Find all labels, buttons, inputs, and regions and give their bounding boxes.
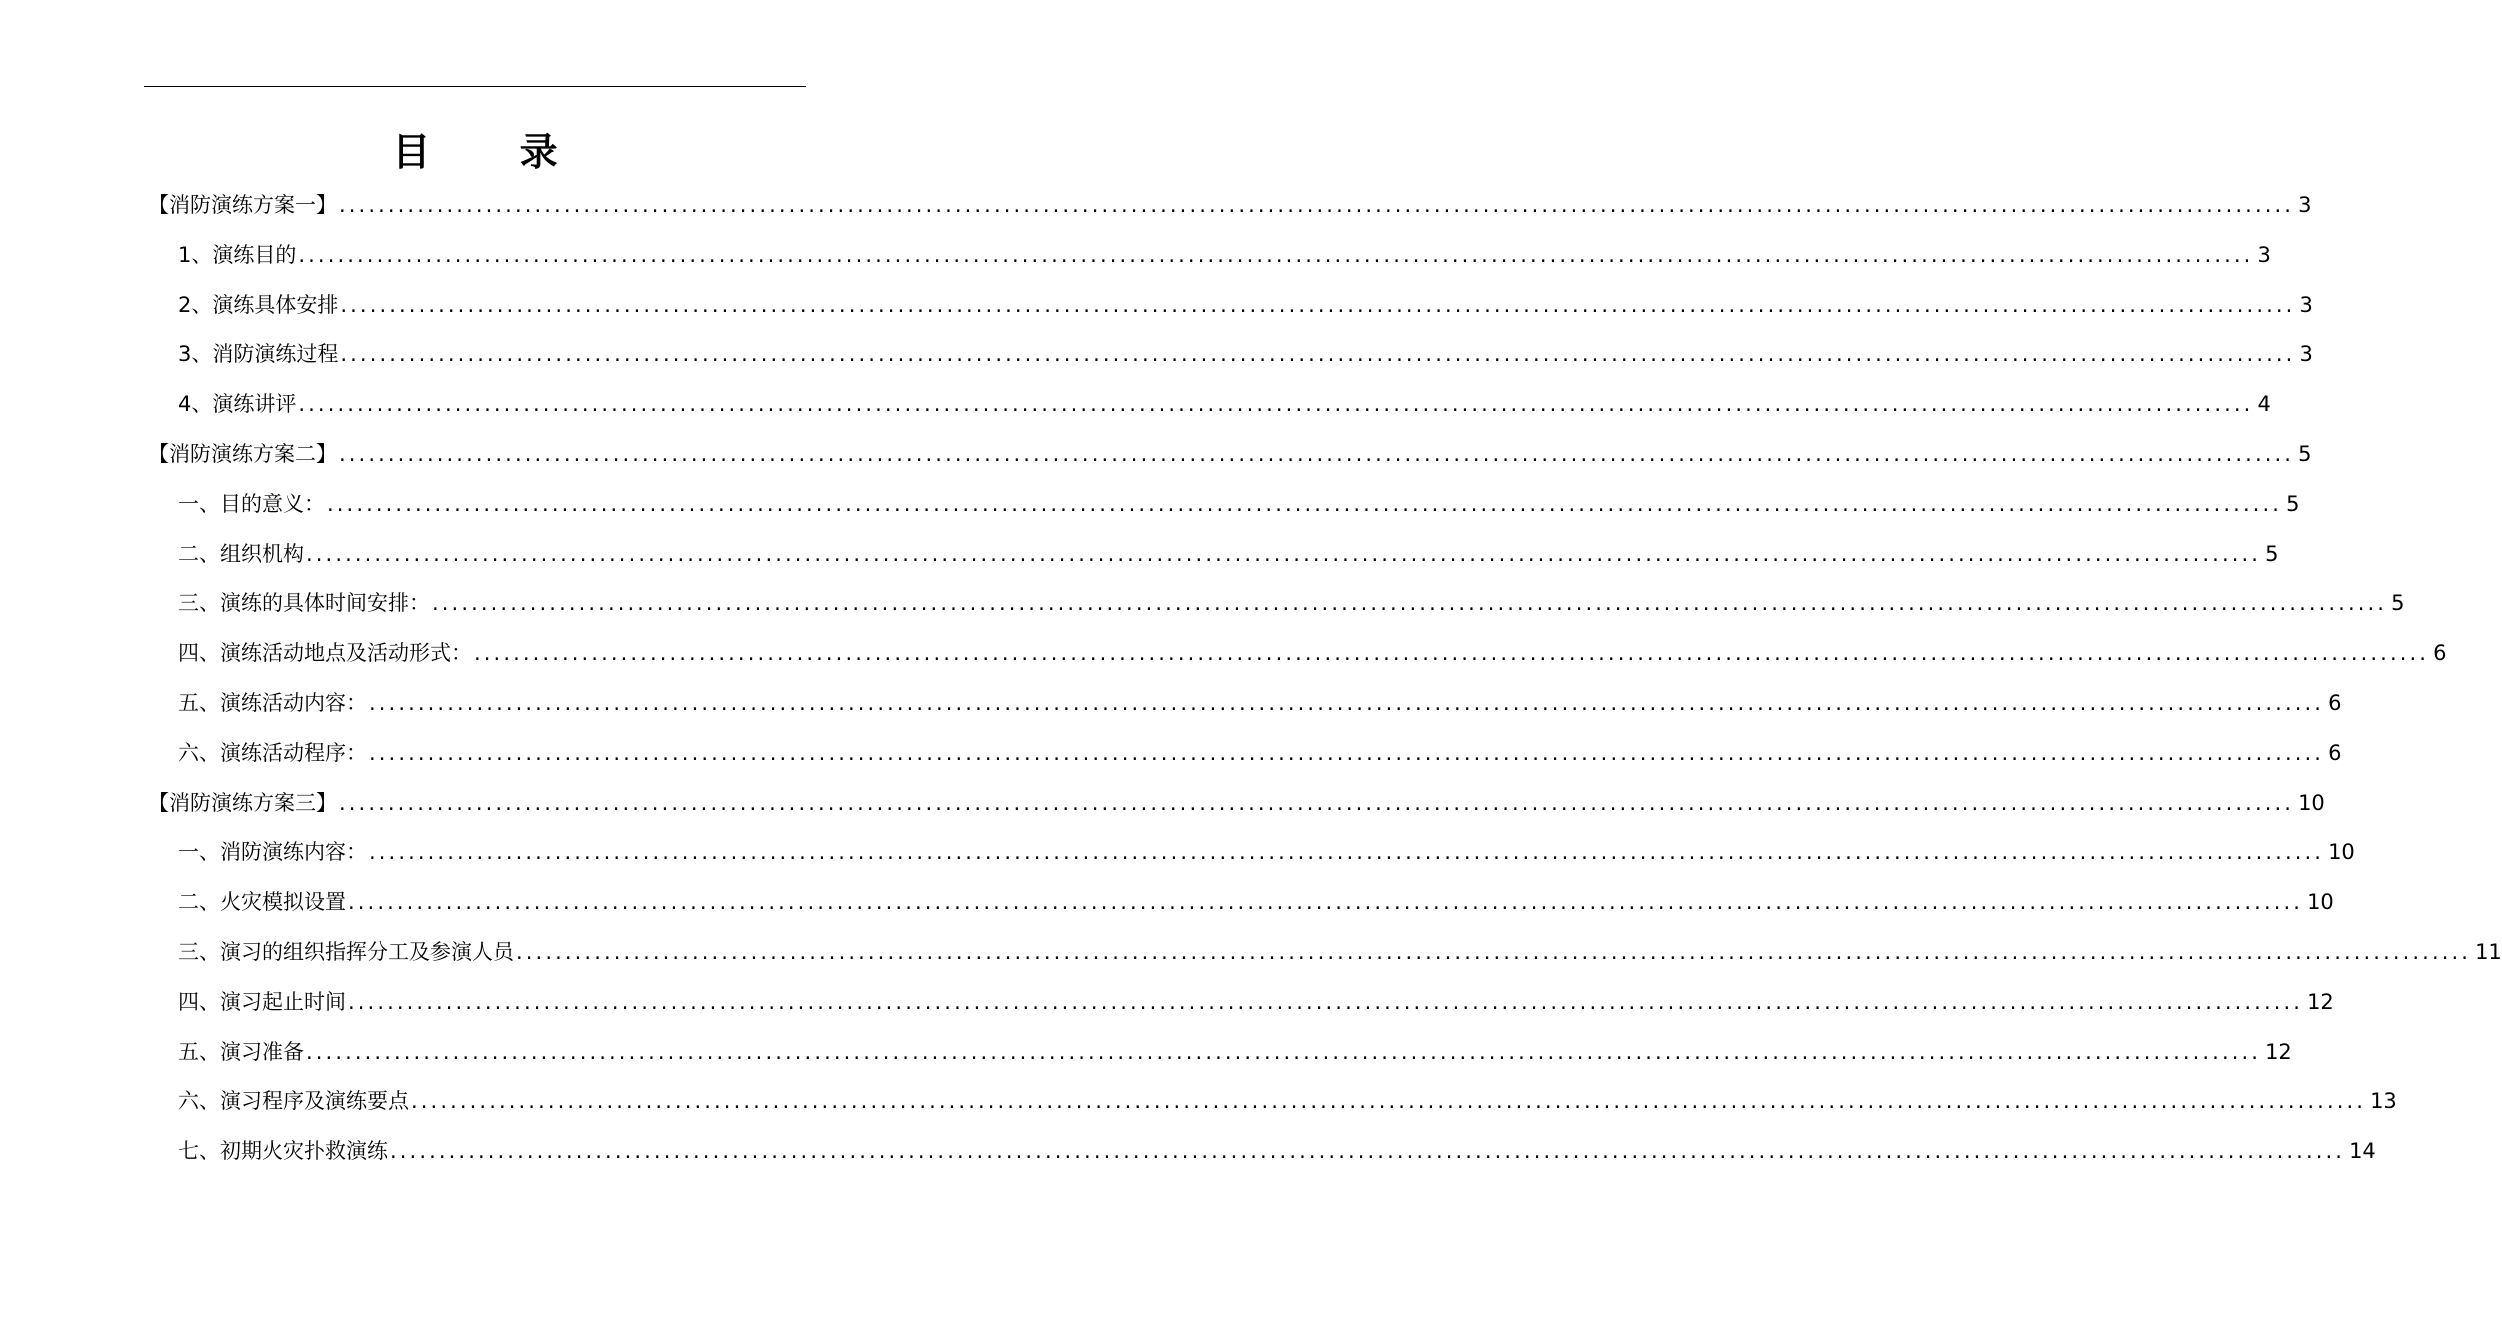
toc-entry[interactable] (178, 387, 2271, 421)
toc-dot-leader: ........................................................................................................................................................................................................ (516, 940, 2472, 964)
toc-entry-label: 二、组织机构 (178, 541, 304, 566)
toc-dot-leader: ........................................................................................................................................................................................................ (340, 292, 2296, 317)
toc-entry-label: 三、演习的组织指挥分工及参演人员 (178, 940, 514, 964)
toc-dot-leader: ........................................................................................................................................................................................................ (339, 790, 2295, 815)
toc-dot-leader: ........................................................................................................................................................................................................ (306, 1039, 2262, 1064)
toc-entry[interactable] (178, 1084, 2397, 1118)
toc-entry-page-number: 5 (2286, 491, 2300, 516)
toc-entry[interactable] (178, 885, 2334, 919)
toc-entry-page-number: 6 (2328, 740, 2342, 765)
toc-entry-label: 1、演练目的 (178, 242, 297, 267)
toc-entry[interactable] (178, 935, 2502, 969)
toc-entry-label: 五、演练活动内容： (178, 691, 367, 715)
toc-entry-page-number: 3 (2298, 193, 2312, 217)
toc-entry[interactable] (178, 736, 2342, 770)
toc-entry-page-number: 3 (2257, 242, 2271, 267)
toc-dot-leader: ........................................................................................................................................................................................................ (369, 740, 2325, 765)
toc-dot-leader: ........................................................................................................................................................................................................ (298, 242, 2254, 267)
toc-dot-leader: ........................................................................................................................................................................................................ (432, 591, 2388, 616)
toc-entry-label: 二、火灾模拟设置 (178, 890, 346, 915)
toc-entry-page-number: 11 (2475, 940, 2502, 964)
toc-entry-label: 四、演习起止时间 (178, 989, 346, 1014)
toc-entry-label: 四、演练活动地点及活动形式： (178, 641, 472, 666)
toc-entry[interactable] (178, 686, 2342, 720)
toc-entry[interactable] (178, 288, 2313, 322)
toc-entry-page-number: 3 (2299, 292, 2313, 317)
toc-dot-leader: ........................................................................................................................................................................................................ (411, 1089, 2367, 1114)
toc-entry[interactable] (178, 1134, 2376, 1168)
toc-entry-label: 一、目的意义： (178, 491, 325, 516)
toc-entry[interactable] (178, 238, 2271, 272)
toc-entry-label: 2、演练具体安排 (178, 292, 339, 317)
toc-entry[interactable] (148, 188, 2312, 222)
page-title: 目 录 (392, 130, 596, 174)
toc-entry[interactable] (178, 985, 2334, 1019)
toc-entry-page-number: 10 (2298, 790, 2325, 815)
toc-dot-leader: ........................................................................................................................................................................................................ (369, 691, 2325, 715)
toc-dot-leader: ........................................................................................................................................................................................................ (348, 890, 2304, 915)
toc-entry[interactable] (148, 786, 2325, 820)
toc-entry-label: 【消防演练方案二】 (148, 442, 337, 466)
toc-entry-page-number: 6 (2328, 691, 2342, 715)
header-rule (144, 86, 806, 87)
toc-dot-leader: ........................................................................................................................................................................................................ (339, 442, 2295, 466)
toc-entry-label: 4、演练讲评 (178, 392, 297, 417)
toc-entry[interactable] (178, 636, 2447, 670)
toc-entry-page-number: 4 (2257, 392, 2271, 417)
toc-entry[interactable] (178, 835, 2355, 869)
toc-entry-page-number: 5 (2391, 591, 2405, 616)
toc-dot-leader: ........................................................................................................................................................................................................ (390, 1139, 2346, 1164)
toc-entry-page-number: 3 (2299, 342, 2313, 367)
toc-entry-label: 七、初期火灾扑救演练 (178, 1139, 388, 1164)
toc-entry-label: 【消防演练方案一】 (148, 193, 337, 217)
toc-entry-page-number: 13 (2370, 1089, 2397, 1114)
toc-entry-page-number: 5 (2298, 442, 2312, 466)
toc-entry-label: 六、演练活动程序： (178, 740, 367, 765)
toc-dot-leader: ........................................................................................................................................................................................................ (369, 840, 2325, 865)
toc-entry[interactable] (178, 586, 2405, 620)
toc-dot-leader: ........................................................................................................................................................................................................ (306, 541, 2262, 566)
toc-entry-page-number: 10 (2328, 840, 2355, 865)
toc-entry[interactable] (178, 487, 2300, 521)
toc-entry[interactable] (148, 437, 2312, 471)
toc-entry-label: 【消防演练方案三】 (148, 790, 337, 815)
toc-entry-page-number: 12 (2265, 1039, 2292, 1064)
toc-entry-label: 五、演习准备 (178, 1039, 304, 1064)
toc-entry-page-number: 6 (2433, 641, 2447, 666)
toc-dot-leader: ........................................................................................................................................................................................................ (340, 342, 2296, 367)
toc-dot-leader: ........................................................................................................................................................................................................ (327, 491, 2283, 516)
toc-entry[interactable] (178, 537, 2279, 571)
toc-dot-leader: ........................................................................................................................................................................................................ (298, 392, 2254, 417)
toc-dot-leader: ........................................................................................................................................................................................................ (348, 989, 2304, 1014)
toc-entry-label: 一、消防演练内容： (178, 840, 367, 865)
toc-entry[interactable] (178, 1035, 2292, 1069)
toc-dot-leader: ........................................................................................................................................................................................................ (339, 193, 2295, 217)
toc-entry-label: 三、演练的具体时间安排： (178, 591, 430, 616)
toc-entry-page-number: 10 (2307, 890, 2334, 915)
toc-dot-leader: ........................................................................................................................................................................................................ (474, 641, 2430, 666)
toc-entry-page-number: 5 (2265, 541, 2279, 566)
toc-entry-label: 六、演习程序及演练要点 (178, 1089, 409, 1114)
toc-entry-page-number: 12 (2307, 989, 2334, 1014)
toc-entry[interactable] (178, 337, 2313, 371)
toc-entry-page-number: 14 (2349, 1139, 2376, 1164)
toc-entry-label: 3、消防演练过程 (178, 342, 339, 367)
